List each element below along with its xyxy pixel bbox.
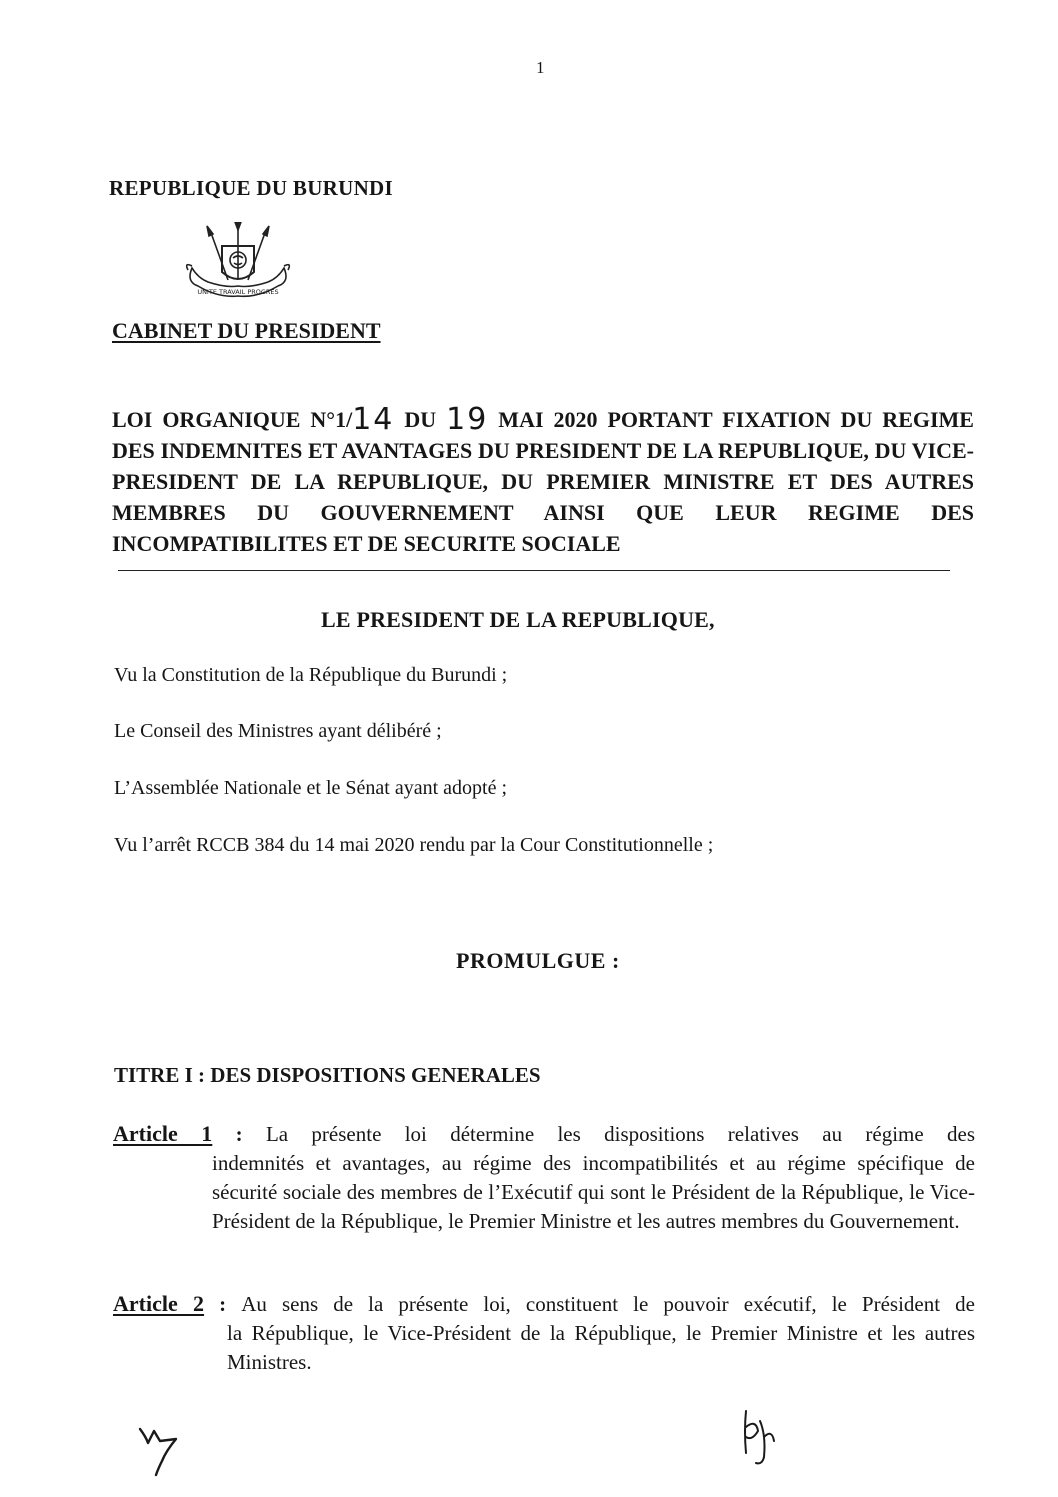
consideration-assembly: L’Assemblée Nationale et le Sénat ayant adopté ;	[114, 777, 508, 799]
president-heading: LE PRESIDENT DE LA REPUBLIQUE,	[321, 607, 715, 632]
consideration-council: Le Conseil des Ministres ayant délibéré ;	[114, 720, 442, 742]
title-i-heading: TITRE I : DES DISPOSITIONS GENERALES	[114, 1063, 541, 1087]
promulgue-heading: PROMULGUE :	[456, 948, 620, 973]
article-1-body: indemnités et avantages, au régime des incompatibilités et au régime spécifique de sécurité sociale des membres de l’Exécutif qui sont le Président de la République, le Vice-Président de la République, le Premier Ministre et les autres membres du Gouvernement.	[212, 1151, 975, 1233]
law-title	[112, 402, 974, 559]
article-1-colon: :	[212, 1122, 266, 1146]
emblem-motto: UNITE TRAVAIL PROGRES	[197, 288, 279, 296]
consideration-court-ruling: Vu l’arrêt RCCB 384 du 14 mai 2020 rendu par la Cour Constitutionnelle ;	[114, 834, 714, 856]
article-1-first-line	[113, 1119, 975, 1149]
article-2-first-text: Au sens de la présente loi, constituent le pouvoir exécutif, le Président de	[241, 1292, 975, 1316]
article-1-first-text: La présente loi détermine les dispositions relatives au régime des	[265, 1122, 976, 1146]
page-number: 1	[536, 58, 545, 77]
republic-heading: REPUBLIQUE DU BURUNDI	[109, 176, 393, 200]
law-title-rest: MAI 2020 PORTANT FIXATION DU REGIME DES INDEMNITES ET AVANTAGES DU PRESIDENT DE LA REPUBLIQUE, DU VICE-PRESIDENT DE LA REPUBLIQUE, DU PREMIER MINISTRE ET DES AUTRES MEMBRES DU GOUVERNEMENT AINSI QUE LEUR REGIME DES INCOMPATIBILITES ET DE SECURITE SOCIALE	[112, 407, 974, 556]
cabinet-heading: CABINET DU PRESIDENT	[112, 318, 381, 343]
law-title-du: DU	[394, 407, 447, 432]
law-title-prefix: LOI ORGANIQUE N°1/	[112, 407, 353, 432]
article-2-body: la République, le Vice-Président de la République, le Premier Ministre et les autres Ministres.	[227, 1321, 975, 1374]
article-2-label: Article 2	[113, 1291, 205, 1316]
article-2-colon: :	[204, 1292, 242, 1316]
initials-paraph-right-icon	[730, 1407, 786, 1469]
article-2-first-line	[113, 1289, 975, 1319]
law-day-handwritten: 19	[446, 402, 489, 437]
article-1-label: Article 1	[113, 1121, 213, 1146]
title-divider	[118, 570, 950, 571]
law-number-handwritten: 14	[352, 402, 395, 437]
burundi-coat-of-arms-icon	[180, 222, 296, 314]
consideration-constitution: Vu la Constitution de la République du Burundi ;	[114, 664, 508, 686]
initials-paraph-left-icon	[136, 1421, 192, 1477]
article-1	[113, 1119, 975, 1236]
article-2	[113, 1289, 975, 1377]
